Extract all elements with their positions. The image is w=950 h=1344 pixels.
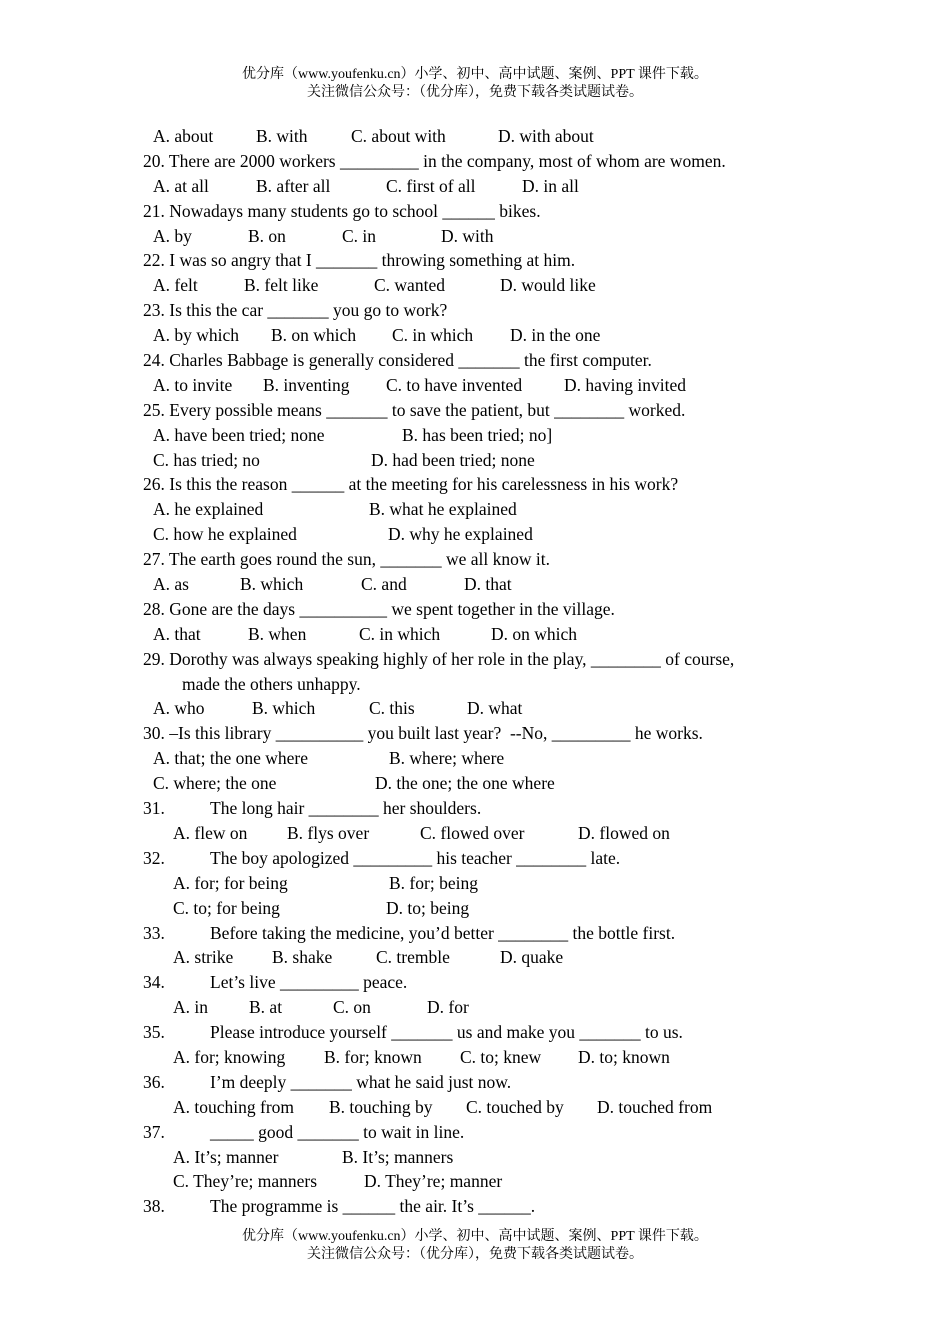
option-text: C. flowed over [420, 822, 525, 843]
option-text: A. have been tried; none [153, 424, 325, 445]
option-text: D. quake [500, 947, 564, 968]
question-number: 38. [143, 1196, 165, 1217]
question-line [0, 721, 950, 746]
question-text: 22. I was so angry that I _______ throwing something at him. [143, 250, 576, 271]
option-text: C. how he explained [153, 524, 297, 545]
answer-options [0, 273, 950, 298]
answer-options [0, 373, 950, 398]
option-text: B. with [256, 126, 308, 146]
question-line [0, 796, 950, 821]
answer-options [0, 1169, 950, 1194]
option-text: D. for [427, 997, 469, 1018]
answer-options [0, 746, 950, 771]
option-text: A. in [173, 997, 208, 1018]
option-text: B. at [249, 997, 283, 1018]
question-line [0, 672, 950, 697]
question-line [0, 1070, 950, 1095]
option-text: A. for; knowing [173, 1046, 286, 1067]
option-text: B. touching by [329, 1096, 433, 1117]
option-text: A. for; for being [173, 872, 288, 893]
footer-line-2: 关注微信公众号：（优分库），免费下载各类试题试卷。 [307, 1247, 643, 1262]
question-number: 31. [143, 798, 165, 819]
option-text: C. to have invented [386, 374, 523, 395]
question-line [0, 149, 950, 174]
question-text: Let’s live _________ peace. [210, 972, 408, 993]
question-text: 21. Nowadays many students go to school ______ bikes. [143, 200, 541, 221]
option-text: C. to; for being [173, 897, 280, 918]
answer-options [0, 696, 950, 721]
question-line [0, 298, 950, 323]
option-text: D. on which [491, 623, 578, 644]
option-text: B. for; known [324, 1046, 422, 1067]
option-text: B. shake [272, 947, 333, 968]
question-text: _____ good _______ to wait in line. [210, 1121, 465, 1142]
option-text: B. flys over [287, 822, 370, 843]
option-text: A. by [153, 225, 192, 246]
option-text: B. when [248, 623, 307, 644]
question-text: 20. There are 2000 workers _________ in the company, most of whom are women. [143, 150, 726, 171]
option-text: D. what [467, 698, 523, 719]
option-text: D. touched from [597, 1096, 713, 1117]
option-text: C. this [369, 698, 415, 719]
header-line-1: 优分库（www.youfenku.cn）小学、初中、高中试题、案例、PPT 课件下载。 [242, 67, 708, 82]
option-text: C. on [333, 997, 371, 1018]
question-line [0, 348, 950, 373]
question-line [0, 597, 950, 622]
answer-options [0, 1145, 950, 1170]
question-line [0, 398, 950, 423]
question-line [0, 647, 950, 672]
answer-options [0, 423, 950, 448]
option-text: B. for; being [389, 872, 478, 893]
question-line [0, 199, 950, 224]
question-text: 24. Charles Babbage is generally considered _______ the first computer. [143, 350, 652, 371]
option-text: D. having invited [564, 374, 686, 395]
question-number: 35. [143, 1022, 165, 1043]
option-text: A. flew on [173, 822, 248, 843]
option-text: A. that [153, 623, 201, 644]
option-text: B. on which [271, 325, 357, 346]
answer-options [0, 323, 950, 348]
option-text: C. where; the one [153, 773, 277, 794]
answer-options [0, 945, 950, 970]
question-text: 28. Gone are the days __________ we spent together in the village. [143, 598, 615, 619]
option-text: C. wanted [374, 275, 445, 296]
question-number: 37. [143, 1121, 165, 1142]
answer-options [0, 995, 950, 1020]
answer-options [0, 1095, 950, 1120]
answer-options [0, 497, 950, 522]
option-text: A. touching from [173, 1096, 295, 1117]
option-text: A. about [153, 126, 214, 146]
question-text: 27. The earth goes round the sun, _______ we all know it. [143, 549, 550, 570]
question-number: 33. [143, 922, 165, 943]
option-text: B. on [248, 225, 286, 246]
option-text: D. that [464, 574, 512, 595]
option-text: B. which [252, 698, 316, 719]
question-text: 30. –Is this library __________ you built last year? --No, _________ he works. [143, 723, 703, 744]
option-text: B. after all [256, 175, 331, 196]
option-text: C. about with [351, 126, 446, 146]
option-text: D. to; known [578, 1046, 670, 1067]
option-text: B. where; where [389, 748, 505, 769]
question-text: The boy apologized _________ his teacher ________ late. [210, 847, 621, 868]
question-line [0, 1020, 950, 1045]
question-line [0, 921, 950, 946]
option-text: A. at all [153, 175, 209, 196]
question-line [0, 846, 950, 871]
page-header [0, 66, 950, 102]
question-text: 26. Is this the reason ______ at the meeting for his carelessness in his work? [143, 474, 679, 495]
question-line [0, 248, 950, 273]
question-text: The long hair ________ her shoulders. [210, 798, 482, 819]
option-text: B. what he explained [369, 499, 517, 520]
option-text: A. It’s; manner [173, 1146, 279, 1167]
option-text: B. inventing [263, 374, 350, 395]
answer-options [0, 771, 950, 796]
answer-options [0, 1045, 950, 1070]
question-text: I’m deeply _______ what he said just now. [210, 1071, 512, 1092]
question-text: Before taking the medicine, you’d better ________ the bottle first. [210, 922, 676, 943]
option-text: D. in all [522, 175, 579, 196]
header-line-2: 关注微信公众号：（优分库），免费下载各类试题试卷。 [307, 85, 643, 100]
option-text: D. flowed on [578, 822, 670, 843]
option-text: B. has been tried; no] [402, 424, 553, 445]
answer-options [0, 572, 950, 597]
option-text: C. and [361, 574, 407, 595]
option-text: A. felt [153, 275, 198, 296]
question-line [0, 1194, 950, 1219]
exercise-content [0, 124, 950, 1219]
footer-line-1: 优分库（www.youfenku.cn）小学、初中、高中试题、案例、PPT 课件下载。 [242, 1229, 708, 1244]
option-text: D. had been tried; none [371, 449, 535, 470]
answer-options [0, 522, 950, 547]
option-text: D. with about [498, 126, 594, 146]
option-text: C. in [342, 225, 377, 246]
option-text: A. by which [153, 325, 240, 346]
option-text: A. to invite [153, 374, 233, 395]
option-text: B. which [240, 574, 304, 595]
option-text: C. tremble [376, 947, 450, 968]
answer-options [0, 821, 950, 846]
question-line [0, 472, 950, 497]
question-text: 23. Is this the car _______ you go to work? [143, 300, 448, 321]
option-text: C. touched by [466, 1096, 564, 1117]
page-footer [0, 1228, 950, 1264]
question-number: 36. [143, 1071, 165, 1092]
option-text: C. They’re; manners [173, 1171, 318, 1192]
option-text: C. first of all [386, 175, 476, 196]
option-text: D. with [441, 225, 494, 246]
question-number: 32. [143, 847, 165, 868]
option-text: C. to; knew [460, 1046, 542, 1067]
option-text: B. It’s; manners [342, 1146, 454, 1167]
option-text: C. has tried; no [153, 449, 260, 470]
answer-options [0, 622, 950, 647]
option-text: D. in the one [510, 325, 601, 346]
question-line [0, 970, 950, 995]
answer-options [0, 124, 950, 149]
question-number: 34. [143, 972, 165, 993]
answer-options [0, 871, 950, 896]
question-line [0, 547, 950, 572]
answer-options [0, 174, 950, 199]
option-text: D. the one; the one where [375, 773, 555, 794]
question-text: Please introduce yourself _______ us and make you _______ to us. [210, 1022, 683, 1043]
option-text: D. would like [500, 275, 596, 296]
option-text: D. why he explained [388, 524, 533, 545]
option-text: A. as [153, 574, 189, 595]
question-text: 29. Dorothy was always speaking highly of her role in the play, ________ of course, [143, 648, 735, 669]
question-line [0, 1120, 950, 1145]
option-text: D. to; being [386, 897, 470, 918]
option-text: C. in which [392, 325, 474, 346]
option-text: B. felt like [244, 275, 319, 296]
option-text: A. who [153, 698, 205, 719]
answer-options [0, 896, 950, 921]
question-text: made the others unhappy. [182, 673, 361, 694]
option-text: A. that; the one where [153, 748, 309, 769]
option-text: D. They’re; manner [364, 1171, 503, 1192]
question-text: 25. Every possible means _______ to save the patient, but ________ worked. [143, 399, 686, 420]
answer-options [0, 448, 950, 473]
option-text: C. in which [359, 623, 441, 644]
question-text: The programme is ______ the air. It’s ______. [210, 1196, 536, 1217]
option-text: A. he explained [153, 499, 264, 520]
answer-options [0, 224, 950, 249]
option-text: A. strike [173, 947, 234, 968]
